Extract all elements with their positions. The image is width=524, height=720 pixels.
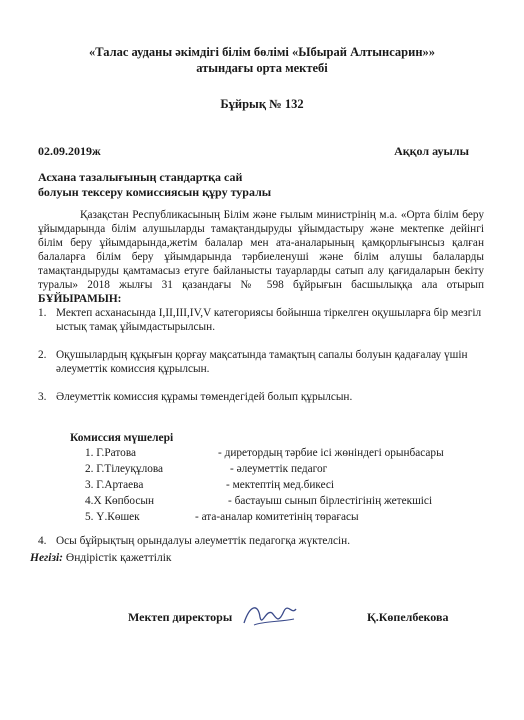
member-3-name: 3. Г.Артаева: [85, 479, 144, 491]
item-number: 3.: [38, 391, 47, 403]
order-item-2: [38, 348, 484, 376]
member-4-role: - бастауыш сынып бірлестігінің жетекшісі: [228, 495, 433, 507]
member-3-role: - мектептің мед.бикесі: [226, 479, 335, 491]
director-label: Мектеп директоры: [128, 610, 233, 624]
item-number: 4.: [38, 535, 47, 547]
basis-text: Өндірістік қажеттілік: [65, 552, 172, 564]
subject-line2: болуын тексеру комиссиясын құру туралы: [38, 185, 272, 199]
item-number: 1.: [38, 307, 47, 319]
item-text: Мектеп асханасында І,ІІ,ІІІ,IV,V категориясы бойынша тіркелген оқушыларға бір мезгіл ыстық тамақ ұйымдастырылсын.: [56, 307, 482, 333]
order-item-3: [38, 390, 484, 404]
basis-line: [30, 552, 172, 564]
basis-label: Негізі:: [30, 552, 64, 564]
preamble-paragraph: [38, 208, 484, 306]
subject-line1: Асхана тазалығының стандартқа сай: [38, 170, 243, 184]
signature-icon: [240, 595, 300, 635]
preamble-text: Қазақстан Республикасының Білім және ғылым министрінің м.а. «Орта білім беру ұйымдарында білім алушыларды тамақтандыруды ұйымдастыру және мектепке дейінгі білім беру ұйымдарында,жетім балалар мен ата-аналарының қамқорлығынсыз қалған балаларға білім беру ұйымдарында тәрбиеленуші және білім алушы балаларды тамақтандыруды қамтамасыз етуге байланысты тауарларды сатып алу қағидаларын бекіту туралы» 2018 жылғы 31 қазандағы № 598 бұйрығын басшылыққа ала отырып: [38, 209, 484, 291]
member-1-role: - диретордың тәрбие ісі жөніндегі орынбасары: [218, 447, 444, 459]
order-date: 02.09.2019ж: [38, 144, 101, 158]
member-5-name: 5. Ү.Көшек: [85, 511, 140, 523]
order-place: Аққол ауылы: [394, 144, 469, 158]
member-4-name: 4.Х Көпбосын: [85, 495, 155, 507]
item-number: 2.: [38, 349, 47, 361]
item-text: Осы бұйрықтың орындалуы әлеуметтік педагогқа жүктелсін.: [56, 535, 351, 547]
order-item-1: [38, 306, 484, 334]
school-name-line1: «Талас ауданы әкімдігі білім бөлімі «Ыбырай Алтынсарин»»: [88, 45, 436, 59]
member-2-name: 2. Г.Тілеуқұлова: [85, 463, 164, 475]
school-name-line2: атындағы орта мектебі: [196, 61, 328, 75]
order-title: Бұйрық № 132: [220, 97, 304, 111]
member-2-role: - әлеуметтік педагог: [230, 463, 328, 475]
member-1-name: 1. Г.Ратова: [85, 447, 137, 459]
item-text: Әлеуметтік комиссия құрамы төмендегідей болып құрылсын.: [56, 391, 353, 403]
order-item-4: [38, 534, 484, 548]
decree-word: БҰЙЫРАМЫН:: [38, 293, 122, 305]
member-5-role: - ата-аналар комитетінің төрағасы: [195, 511, 359, 523]
item-text: Оқушылардың құқығын қорғау мақсатында тамақтың сапалы болуын қадағалау үшін әлеуметтік комиссия құрылсын.: [56, 349, 468, 375]
director-name: Қ.Көпелбекова: [367, 610, 449, 624]
commission-title: Комиссия мүшелері: [70, 432, 174, 444]
